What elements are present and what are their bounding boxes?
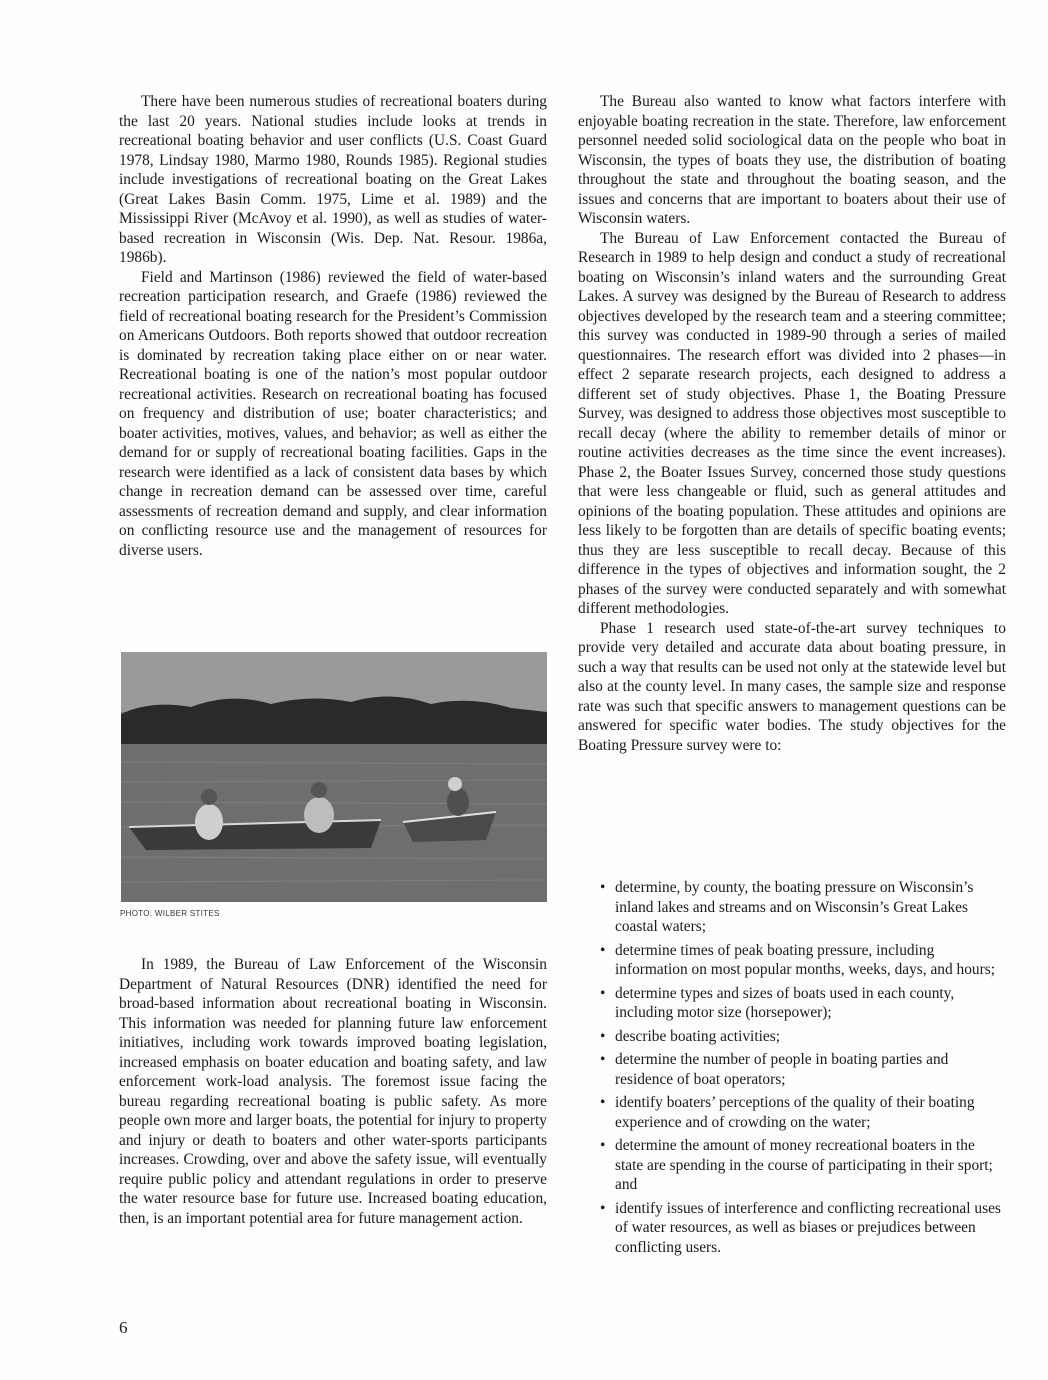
- intro-paragraph: There have been numerous studies of recreational boaters during the last 20 years. National studies include looks at trends in recreational boating behavior and user conflicts (U.S. Coast Guard 1978, Lindsay 1980, Marmo 1980, Rounds 1985). Regional studies include investigations of recreational boating on the Great Lakes (Great Lakes Basin Comm. 1975, Lime et al. 1989) and the Mississippi River (McAvoy et al. 1990), as well as studies of water-based recreation in Wisconsin (Wis. Dep. Nat. Resour. 1986a, 1986b).: [119, 93, 547, 266]
- left-column: [119, 92, 547, 560]
- bureau-paragraph: In 1989, the Bureau of Law Enforcement of the Wisconsin Department of Natural Resources (DNR) identified the need for broad-based information about recreational boating in Wisconsin. This information was needed for planning future law enforcement initiatives, including work towards improved boating legislation, increased emphasis on boater education and boating safety, and law enforcement work-load analysis. The foremost issue facing the bureau regarding recreational boating is public safety. As more people own more and larger boats, the potential for injury to property and injury or death to boaters and other water-sports participants increases. Crowding, over and above the safety issue, will eventually require public policy and attendant regulations in order to preserve the water resource base for future use. Increased boating education, then, is an important potential area for future management action.: [119, 956, 547, 1227]
- boating-photo: [121, 652, 547, 902]
- list-item: • describe boating activities;: [600, 1027, 780, 1045]
- list-item: • determine the number of people in boating parties and residence of boat operators;: [600, 1051, 949, 1088]
- bullet-icon: •: [600, 1137, 606, 1154]
- bullet-icon: •: [600, 941, 606, 959]
- left-lower-column: [119, 955, 547, 1228]
- bullet-icon: •: [600, 1027, 606, 1045]
- objectives-list: [598, 878, 1006, 1261]
- list-item: • determine, by county, the boating pressure on Wisconsin’s inland lakes and streams and on Wisconsin’s Great Lakes coastal waters;: [600, 879, 974, 935]
- phase-one-paragraph: Phase 1 research used state-of-the-art survey techniques to provide very detailed and accurate data about boating pressure, in such a way that results can be used not only at the statewide level but also at the county level. In many cases, the sample size and response rate was such that specific answers to management questions can be answered for specific water bodies. The study objectives for the Boating Pressure survey were to:: [578, 619, 1006, 754]
- survey-design-paragraph: The Bureau of Law Enforcement contacted the Bureau of Research in 1989 to help design and conduct a study of recreational boating on Wisconsin’s inland waters and the surrounding Great Lakes. A survey was designed by the Bureau of Research to address objectives developed by the research team and a steering committee; this survey was conducted in 1989-90 through a series of mailed questionnaires. The research effort was divided into 2 phases—in effect 2 separate research projects, each designed to address a different set of study objectives. Phase 1, the Boating Pressure Survey, was designed to address those objectives most susceptible to recall decay (where the ability to remember details of minor or routine activities decreases as the time since the event increases). Phase 2, the Boater Issues Survey, concerned those study questions that were less changeable or fluid, such as general attitudes and opinions of the boating population. These attitudes and opinions are less likely to be forgotten than are details of specific boating events; thus they are less susceptible to recall decay. Because of this difference in the types of objectives and information sought, the 2 phases of the survey were conducted separately and with somewhat different methodologies.: [578, 229, 1006, 617]
- list-item: • determine types and sizes of boats used in each county, including motor size (horsepower);: [600, 984, 955, 1021]
- bullet-icon: •: [600, 1094, 606, 1111]
- bullet-icon: •: [600, 1199, 606, 1217]
- photo-credit: PHOTO: WILBER STITES: [120, 909, 220, 918]
- list-item: • identify boaters’ perceptions of the quality of their boating experience and of crowding on the water;: [600, 1094, 975, 1131]
- page-number: 6: [119, 1318, 128, 1337]
- bullet-icon: •: [600, 879, 606, 896]
- bullet-icon: •: [600, 984, 606, 1002]
- list-item: • determine times of peak boating pressure, including information on most popular months, weeks, days, and hours;: [600, 941, 996, 978]
- bullet-icon: •: [600, 1051, 606, 1068]
- bureau-goals-paragraph: The Bureau also wanted to know what factors interfere with enjoyable boating recreation in the state. Therefore, law enforcement personnel needed solid sociological data on the people who boat in Wisconsin, the types of boats they use, the distribution of boating throughout the state and throughout the boating season, and the issues and concerns that are important to boaters about their use of Wisconsin waters.: [578, 93, 1006, 227]
- research-review-paragraph: Field and Martinson (1986) reviewed the field of water-based recreation participation research, and Graefe (1986) reviewed the field of recreational boating research for the President’s Commission on Americans Outdoors. Both reports showed that outdoor recreation is dominated by recreation taking place either on or near water. Recreational boating is one of the nation’s most popular outdoor recreational activities. Research on recreational boating has focused on frequency and distribution of use; boater characteristics; and boater activities, motives, values, and behavior; as well as either the demand for or supply of recreational boating facilities. Gaps in the research were identified as a lack of consistent data bases by which change in recreation demand can be assessed over time, careful assessments of recreation demand and supply, and clear information on conflicting resource use and the management of resources for diverse users.: [119, 268, 547, 559]
- list-item: • identify issues of interference and conflicting recreational uses of water resources, as well as biases or prejudices between conflicting users.: [600, 1199, 1001, 1256]
- right-column: [578, 92, 1006, 755]
- list-item: • determine the amount of money recreational boaters in the state are spending in the course of participating in their sport; and: [600, 1137, 993, 1193]
